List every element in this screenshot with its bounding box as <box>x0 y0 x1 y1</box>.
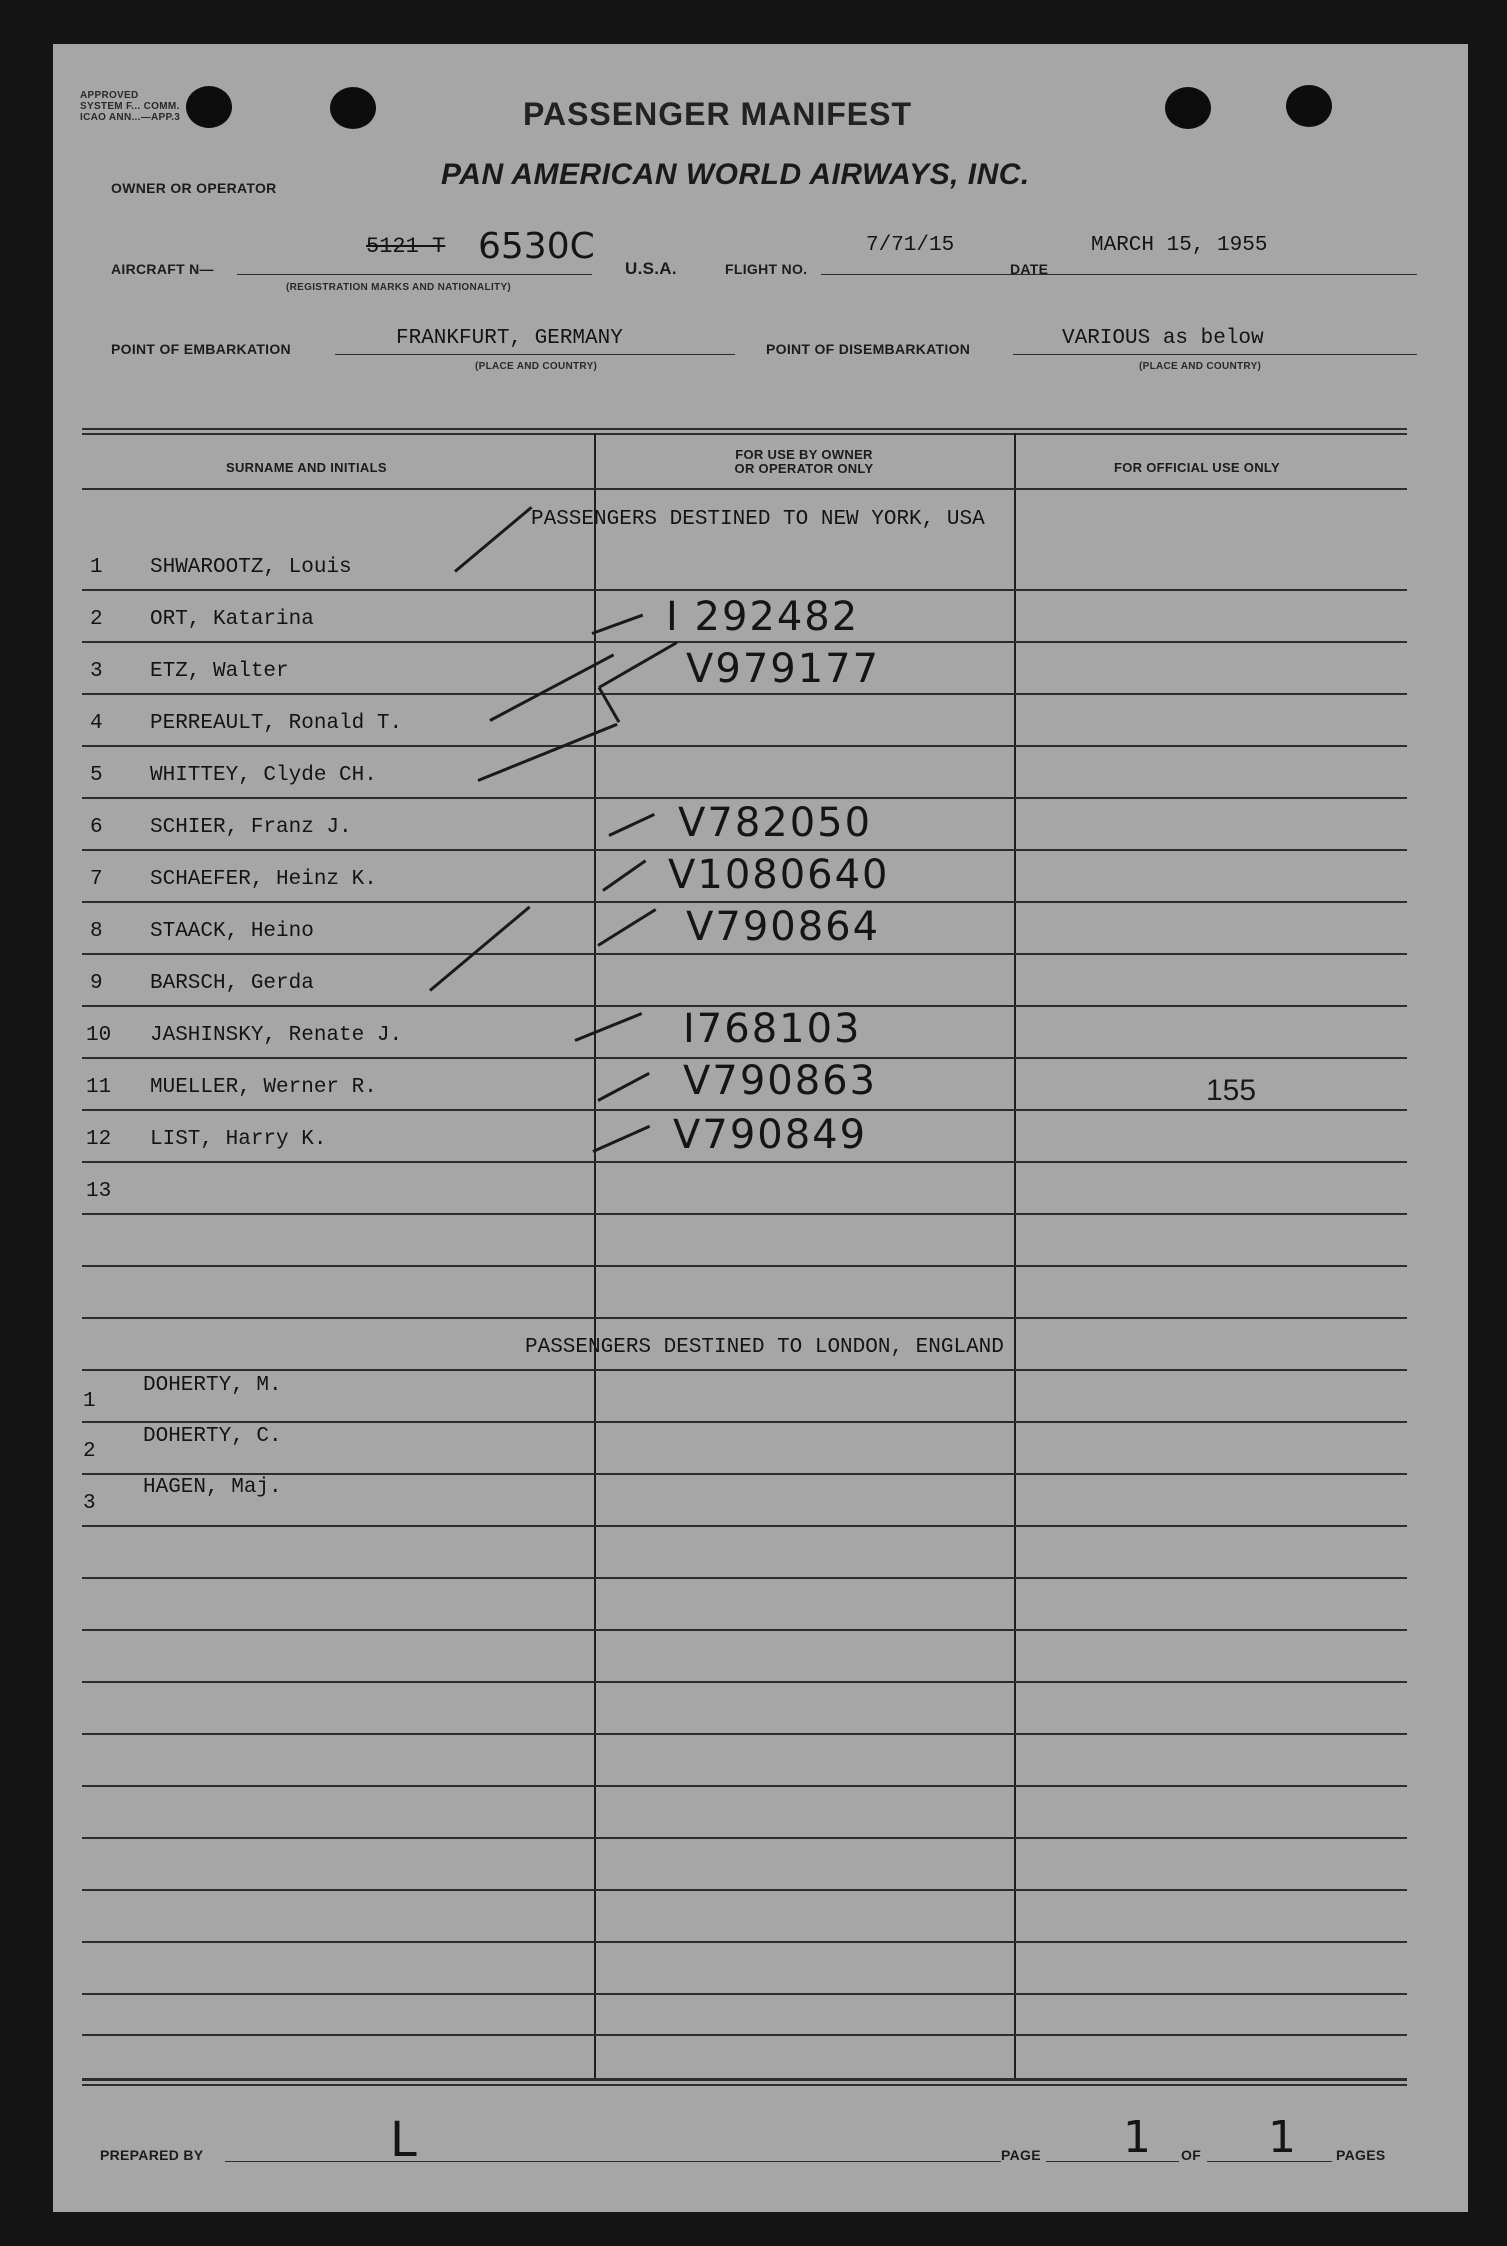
rule-line <box>82 901 1407 903</box>
prepared-by-value: L <box>390 2112 417 2168</box>
page-value: 1 <box>1123 2112 1151 2163</box>
rule-line <box>82 1161 1407 1163</box>
owner-label: OWNER OR OPERATOR <box>111 180 277 196</box>
disembark-label: POINT OF DISEMBARKATION <box>766 341 971 357</box>
row-number: 8 <box>90 920 103 943</box>
pages-label: PAGES <box>1336 2147 1386 2163</box>
section-heading-london: PASSENGERS DESTINED TO LONDON, ENGLAND <box>525 1336 1004 1359</box>
rule-line <box>82 1213 1407 1215</box>
rule-line <box>82 1317 1407 1319</box>
rule-line <box>82 693 1407 695</box>
rule-line <box>82 1785 1407 1787</box>
section-heading-new-york: PASSENGERS DESTINED TO NEW YORK, USA <box>531 508 985 531</box>
check-mark <box>597 908 656 947</box>
embark-value: FRANKFURT, GERMANY <box>396 327 623 350</box>
passenger-name: PERREAULT, Ronald T. <box>150 712 403 735</box>
rule-line <box>82 797 1407 799</box>
punch-hole <box>1286 85 1332 127</box>
page-label: PAGE <box>1001 2147 1041 2163</box>
owner-value: PAN AMERICAN WORLD AIRWAYS, INC. <box>441 158 1030 191</box>
owner-use-column-header: FOR USE BY OWNER OR OPERATOR ONLY <box>734 447 874 476</box>
rule-line <box>82 641 1407 643</box>
rule-line <box>82 849 1407 851</box>
rule-line <box>82 1473 1407 1475</box>
rule-line <box>82 1525 1407 1527</box>
rule-line <box>82 1265 1407 1267</box>
rule-line <box>82 1837 1407 1839</box>
rule-line <box>82 1941 1407 1943</box>
row-number: 3 <box>83 1492 96 1515</box>
embark-line <box>335 354 735 355</box>
row-number: 4 <box>90 712 103 735</box>
check-mark <box>477 723 617 782</box>
page-line <box>1046 2161 1179 2162</box>
rule-line <box>82 1681 1407 1683</box>
row-number: 11 <box>86 1076 112 1099</box>
aircraft-line <box>237 274 592 275</box>
passenger-name: DOHERTY, C. <box>143 1425 282 1448</box>
passenger-name: LIST, Harry K. <box>150 1128 327 1151</box>
table-top-line <box>82 433 1407 435</box>
row-number: 9 <box>90 972 103 995</box>
row-number: 12 <box>86 1128 112 1151</box>
check-mark <box>591 614 643 635</box>
passenger-name: SHWAROOTZ, Louis <box>150 556 352 579</box>
passenger-name: MUELLER, Werner R. <box>150 1076 377 1099</box>
row-number: 10 <box>86 1024 112 1047</box>
handwritten-document-number: V790864 <box>686 904 881 950</box>
disembark-value: VARIOUS as below <box>1062 327 1264 350</box>
row-number: 7 <box>90 868 103 891</box>
embark-sublabel: (PLACE AND COUNTRY) <box>475 361 598 372</box>
rule-line <box>82 1369 1407 1371</box>
aircraft-struck: 5121 T <box>366 234 446 259</box>
official-column-header: FOR OFFICIAL USE ONLY <box>1114 460 1280 475</box>
aircraft-label: AIRCRAFT N— <box>111 261 214 277</box>
check-mark <box>429 906 531 992</box>
row-number: 6 <box>90 816 103 839</box>
rule-line <box>82 589 1407 591</box>
date-line <box>1051 274 1417 275</box>
passenger-name: SCHAEFER, Heinz K. <box>150 868 377 891</box>
column-divider <box>1014 433 1016 2078</box>
aircraft-value: 6530C <box>478 226 595 267</box>
rule-line <box>82 1577 1407 1579</box>
prepared-by-label: PREPARED BY <box>100 2147 204 2163</box>
disembark-line <box>1013 354 1417 355</box>
flight-label: FLIGHT NO. <box>725 261 808 277</box>
check-mark <box>608 813 655 837</box>
rule-line <box>82 745 1407 747</box>
check-mark <box>592 1125 650 1153</box>
official-use-value: 155 <box>1206 1074 1257 1107</box>
passenger-name: BARSCH, Gerda <box>150 972 314 995</box>
passenger-name: WHITTEY, Clyde CH. <box>150 764 377 787</box>
handwritten-document-number: V782050 <box>678 800 873 846</box>
row-number: 13 <box>86 1180 112 1203</box>
embark-label: POINT OF EMBARKATION <box>111 341 291 357</box>
usa-label: U.S.A. <box>625 259 677 278</box>
table-bottom-line <box>82 2084 1407 2086</box>
punch-hole <box>186 86 232 128</box>
row-number: 2 <box>90 608 103 631</box>
check-mark <box>602 859 646 891</box>
check-mark <box>598 641 677 689</box>
handwritten-document-number: I 292482 <box>666 594 860 640</box>
prepared-by-line <box>225 2161 1001 2162</box>
passenger-name: JASHINSKY, Renate J. <box>150 1024 403 1047</box>
check-mark <box>574 1012 642 1042</box>
passenger-name: ORT, Katarina <box>150 608 314 631</box>
check-mark <box>454 506 533 573</box>
registration-sublabel: (REGISTRATION MARKS AND NATIONALITY) <box>286 282 512 293</box>
of-label: OF <box>1181 2147 1202 2163</box>
handwritten-document-number: V790863 <box>683 1058 878 1104</box>
check-mark <box>597 1072 650 1102</box>
rule-line <box>82 2034 1407 2036</box>
punch-hole <box>330 87 376 129</box>
approval-note: APPROVED SYSTEM F... COMM. ICAO ANN...—APP.3 <box>80 90 181 123</box>
rule-line <box>82 1993 1407 1995</box>
row-number: 1 <box>83 1390 96 1413</box>
passenger-name: STAACK, Heino <box>150 920 314 943</box>
surname-column-header: SURNAME AND INITIALS <box>226 460 387 475</box>
date-value: MARCH 15, 1955 <box>1091 234 1268 257</box>
of-value: 1 <box>1268 2112 1296 2163</box>
form-title: PASSENGER MANIFEST <box>523 96 912 132</box>
handwritten-document-number: V979177 <box>686 646 881 692</box>
rule-line <box>82 1889 1407 1891</box>
passenger-name: DOHERTY, M. <box>143 1374 282 1397</box>
table-top-line <box>82 428 1407 430</box>
punch-hole <box>1165 87 1211 129</box>
flight-value: 7/71/15 <box>866 234 955 257</box>
passenger-name: ETZ, Walter <box>150 660 289 683</box>
row-number: 5 <box>90 764 103 787</box>
table-bottom-line <box>82 2078 1407 2081</box>
handwritten-document-number: I768103 <box>683 1006 862 1052</box>
rule-line <box>82 488 1407 490</box>
row-number: 3 <box>90 660 103 683</box>
disembark-sublabel: (PLACE AND COUNTRY) <box>1139 361 1262 372</box>
rule-line <box>82 1421 1407 1423</box>
passenger-name: HAGEN, Maj. <box>143 1476 282 1499</box>
handwritten-document-number: V1080640 <box>668 852 890 898</box>
rule-line <box>82 953 1407 955</box>
row-number: 2 <box>83 1440 96 1463</box>
column-divider <box>594 433 596 2078</box>
rule-line <box>82 1733 1407 1735</box>
passenger-name: SCHIER, Franz J. <box>150 816 352 839</box>
date-label: DATE <box>1010 261 1049 277</box>
row-number: 1 <box>90 556 103 579</box>
handwritten-document-number: V790849 <box>673 1112 868 1158</box>
manifest-page <box>53 44 1468 2212</box>
rule-line <box>82 1109 1407 1111</box>
rule-line <box>82 1629 1407 1631</box>
